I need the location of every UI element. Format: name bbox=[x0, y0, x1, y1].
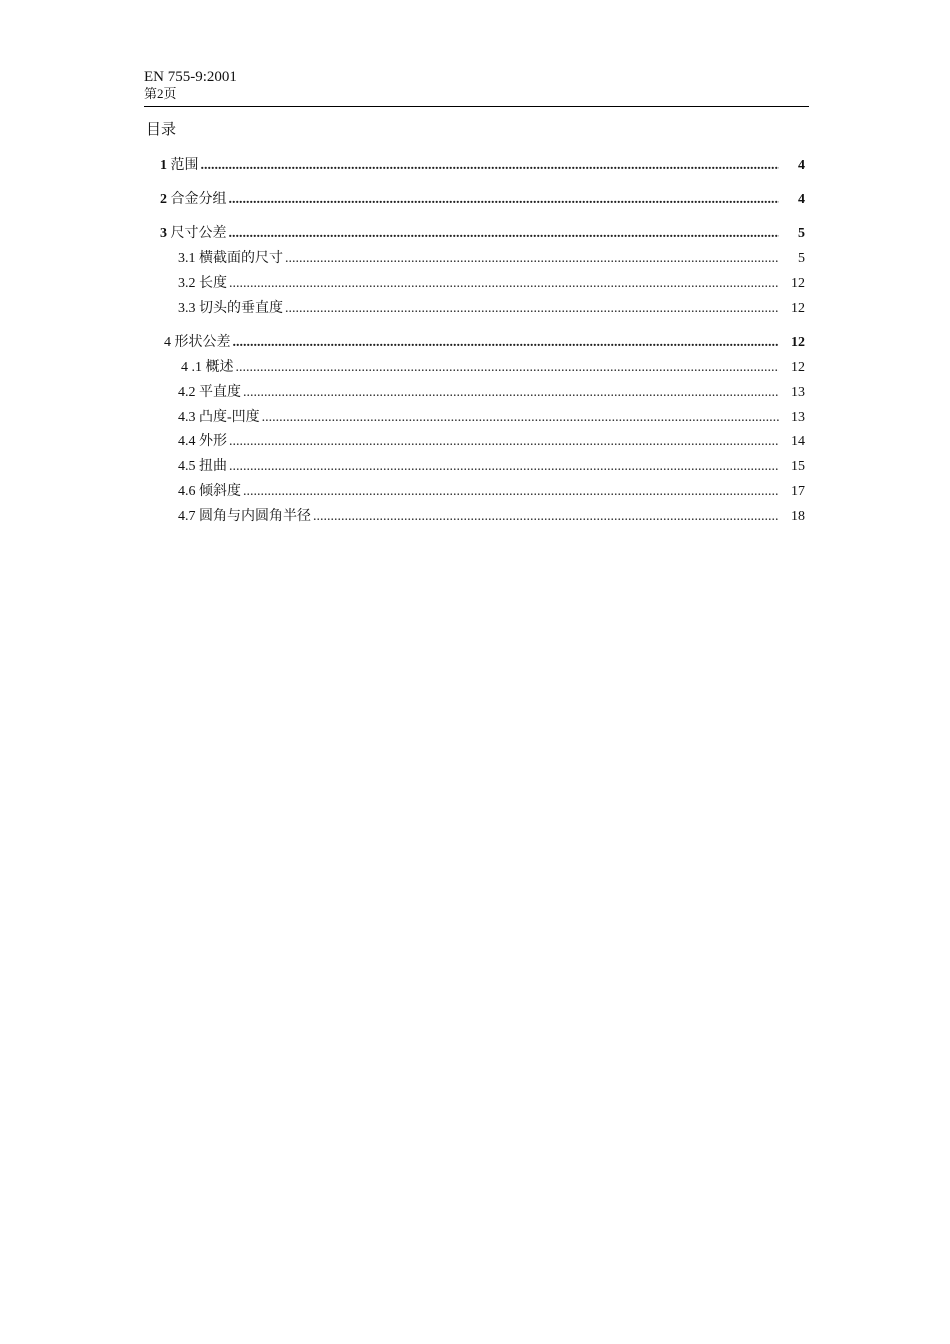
leader-dots bbox=[285, 301, 779, 317]
toc-entry-title: 合金分组 bbox=[170, 192, 227, 207]
leader-dots bbox=[233, 335, 780, 351]
toc-entry-3[interactable] bbox=[160, 222, 805, 242]
page-number: 第2页 bbox=[144, 86, 177, 101]
toc-entry-title: 4.4 外形 bbox=[178, 434, 227, 449]
toc-entry-page: 17 bbox=[791, 484, 805, 499]
leader-dots bbox=[313, 509, 779, 525]
toc-entry-page: 12 bbox=[791, 360, 805, 375]
toc-entry-4-5[interactable] bbox=[178, 455, 805, 475]
toc-entry-page: 12 bbox=[791, 335, 805, 350]
leader-dots bbox=[201, 158, 780, 174]
document-id: EN 755-9:2001 bbox=[144, 69, 237, 85]
toc-entry-4-1[interactable] bbox=[181, 356, 805, 376]
toc-entry-4-7[interactable] bbox=[178, 505, 805, 525]
toc-entry-title: 形状公差 bbox=[174, 335, 231, 350]
toc-entry-title: 4.5 扭曲 bbox=[178, 459, 227, 474]
leader-dots bbox=[262, 410, 779, 426]
toc-entry-number: 2 bbox=[160, 192, 167, 207]
toc-entry-4-2[interactable] bbox=[178, 381, 805, 401]
toc-entry-4-3[interactable] bbox=[178, 406, 805, 426]
header-rule bbox=[144, 106, 809, 107]
toc-entry-4-6[interactable] bbox=[178, 480, 805, 500]
toc-entry-page: 12 bbox=[791, 301, 805, 316]
toc-entry-3-3[interactable] bbox=[178, 297, 805, 317]
toc-entry-page: 15 bbox=[791, 459, 805, 474]
leader-dots bbox=[236, 360, 780, 376]
toc-entry-2[interactable] bbox=[160, 188, 805, 208]
toc-entry-title: 4.6 倾斜度 bbox=[178, 484, 241, 499]
toc-entry-page: 13 bbox=[791, 410, 805, 425]
toc-entry-page: 13 bbox=[791, 385, 805, 400]
leader-dots bbox=[229, 459, 779, 475]
leader-dots bbox=[229, 434, 779, 450]
toc-entry-page: 14 bbox=[791, 434, 805, 449]
toc-entry-page: 4 bbox=[798, 192, 805, 207]
toc-entry-page: 4 bbox=[798, 158, 805, 173]
toc-title: 目录 bbox=[146, 122, 177, 138]
toc-entry-title: 4.3 凸度-凹度 bbox=[178, 410, 260, 425]
leader-dots bbox=[243, 385, 779, 401]
page-header bbox=[144, 68, 809, 102]
toc-entry-title: 3.1 横截面的尺寸 bbox=[178, 251, 283, 266]
leader-dots bbox=[285, 251, 779, 267]
toc-entry-title: 3.3 切头的垂直度 bbox=[178, 301, 283, 316]
toc-entry-title: 范围 bbox=[167, 158, 199, 173]
toc-entry-page: 5 bbox=[798, 251, 805, 266]
toc-entry-4[interactable] bbox=[164, 331, 805, 351]
toc-entry-title: 3.2 长度 bbox=[178, 276, 227, 291]
toc-entry-1[interactable] bbox=[160, 154, 805, 174]
toc-entry-page: 12 bbox=[791, 276, 805, 291]
toc-entry-number: 1 bbox=[160, 158, 167, 173]
leader-dots bbox=[229, 192, 780, 208]
toc-entry-number: 4 bbox=[164, 335, 171, 350]
leader-dots bbox=[229, 276, 779, 292]
toc-entry-title: 4.2 平直度 bbox=[178, 385, 241, 400]
toc-entry-title: 4.7 圆角与内圆角半径 bbox=[178, 509, 311, 524]
toc-entry-3-1[interactable] bbox=[178, 247, 805, 267]
toc-entry-3-2[interactable] bbox=[178, 272, 805, 292]
toc-entry-page: 18 bbox=[791, 509, 805, 524]
toc-entry-title: 尺寸公差 bbox=[170, 226, 227, 241]
toc-entry-title: 4 .1 概述 bbox=[181, 360, 234, 375]
toc-entry-page: 5 bbox=[798, 226, 805, 241]
toc-entry-number: 3 bbox=[160, 226, 167, 241]
leader-dots bbox=[243, 484, 779, 500]
leader-dots bbox=[229, 226, 780, 242]
toc-entry-4-4[interactable] bbox=[178, 430, 805, 450]
